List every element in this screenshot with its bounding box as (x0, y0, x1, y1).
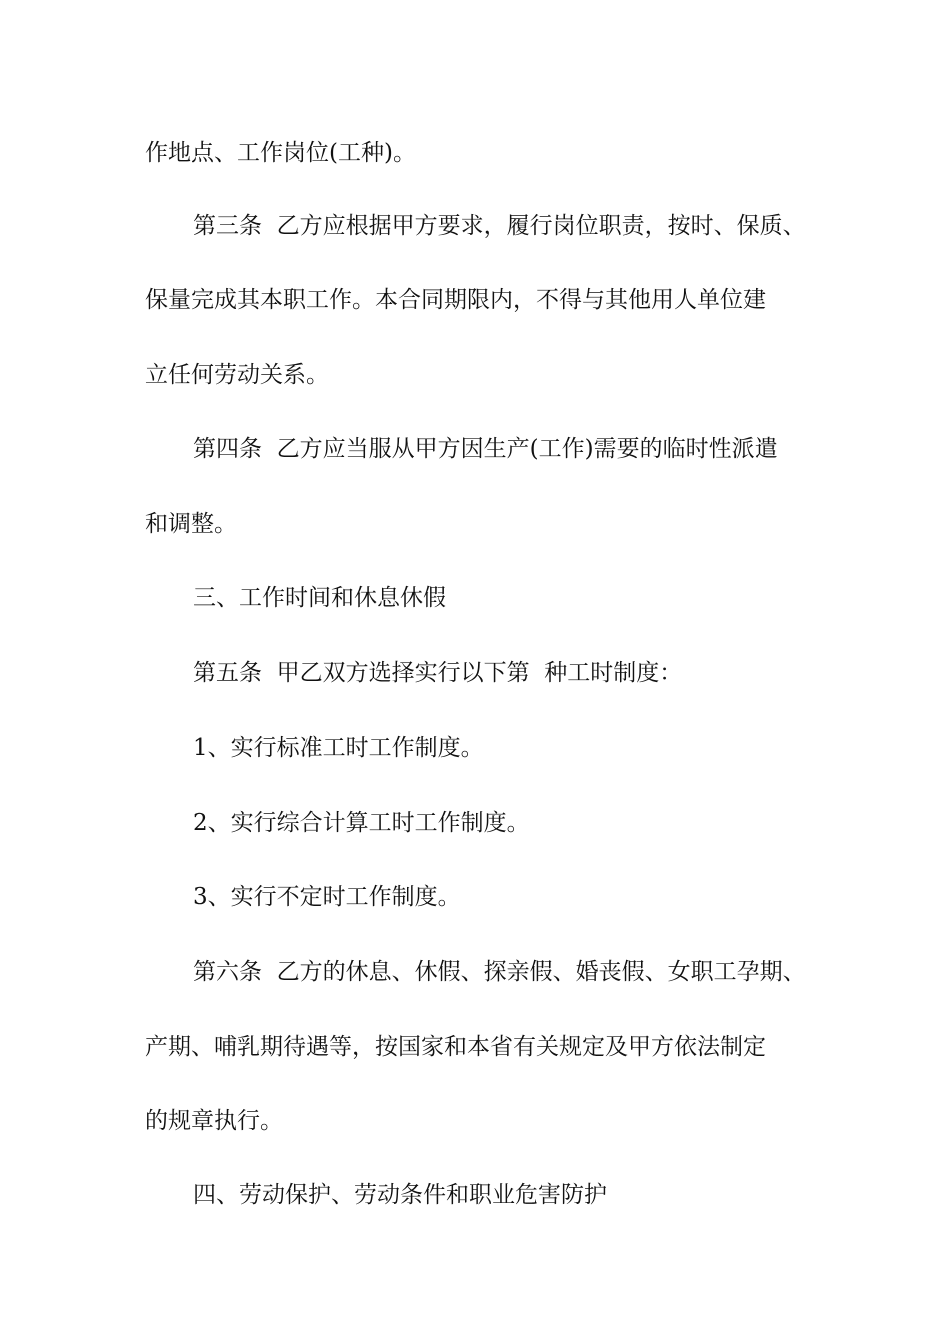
line-02: 第三条 乙方应根据甲方要求，履行岗位职责，按时、保质、 (193, 213, 806, 239)
line-11: 3、实行不定时工作制度。 (193, 884, 461, 910)
line-04: 立任何劳动关系。 (145, 362, 329, 388)
line-14: 的规章执行。 (145, 1108, 283, 1134)
line-10: 2、实行综合计算工时工作制度。 (193, 810, 530, 836)
line-08: 第五条 甲乙双方选择实行以下第 种工时制度： (193, 660, 683, 686)
line-03: 保量完成其本职工作。本合同期限内，不得与其他用人单位建 (145, 287, 766, 313)
line-09: 1、实行标准工时工作制度。 (193, 735, 484, 761)
line-05: 第四条 乙方应当服从甲方因生产(工作)需要的临时性派遣 (193, 436, 778, 462)
line-01: 作地点、工作岗位(工种)。 (145, 140, 416, 166)
line-12: 第六条 乙方的休息、休假、探亲假、婚丧假、女职工孕期、 (193, 959, 806, 985)
line-07-section-heading: 三、工作时间和休息休假 (193, 585, 446, 611)
line-15-section-heading: 四、劳动保护、劳动条件和职业危害防护 (193, 1182, 607, 1208)
line-13: 产期、哺乳期待遇等，按国家和本省有关规定及甲方依法制定 (145, 1034, 766, 1060)
line-06: 和调整。 (145, 511, 237, 537)
